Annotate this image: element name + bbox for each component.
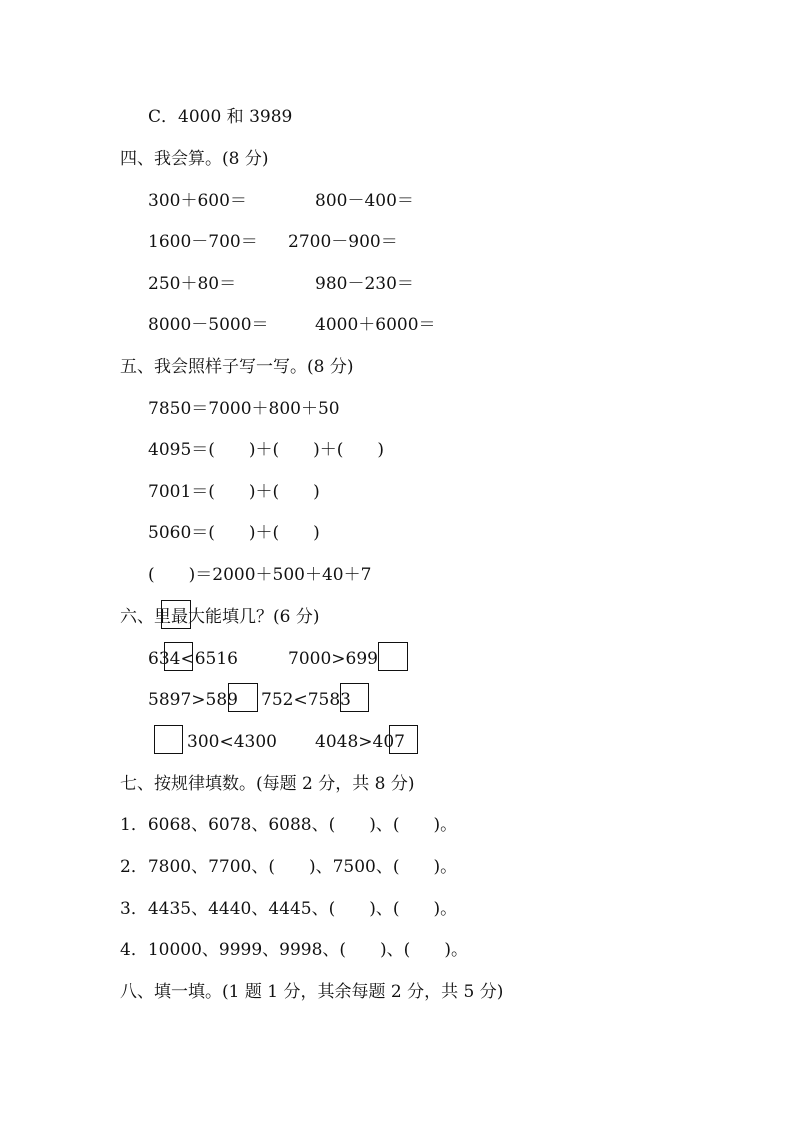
section-5-title: 五、我会照样子写一写。(8 分) bbox=[120, 357, 354, 377]
sequence-item: 3．4435、4440、4445、( )、( )。 bbox=[120, 899, 458, 919]
decomposition-item: 5060＝( )＋( ) bbox=[148, 523, 320, 543]
sequence-item: 1．6068、6078、6088、( )、( )。 bbox=[120, 815, 458, 835]
compare-item: 7000>699 bbox=[288, 649, 378, 669]
decomposition-item: 7001＝( )＋( ) bbox=[148, 482, 320, 502]
calc-item: 8000－5000＝ bbox=[148, 315, 269, 335]
section-7-title: 七、按规律填数。(每题 2 分，共 8 分) bbox=[120, 774, 415, 794]
answer-box bbox=[389, 725, 418, 754]
calc-item: 4000＋6000＝ bbox=[315, 315, 436, 335]
answer-box bbox=[340, 683, 369, 712]
sequence-item: 2．7800、7700、( )、7500、( )。 bbox=[120, 857, 458, 877]
section-4-title: 四、我会算。(8 分) bbox=[120, 149, 269, 169]
decomposition-item: ( )＝2000＋500＋40＋7 bbox=[148, 565, 372, 585]
answer-box bbox=[378, 642, 408, 671]
compare-item: 5897>589 bbox=[148, 690, 238, 710]
answer-box bbox=[164, 642, 193, 671]
calc-item: 2700－900＝ bbox=[288, 232, 398, 252]
compare-item: 634<6516 bbox=[148, 649, 238, 669]
answer-box bbox=[154, 725, 183, 754]
section-6-title: 六、里最大能填几？(6 分) bbox=[120, 607, 320, 627]
answer-box bbox=[161, 600, 191, 629]
option-c: C．4000 和 3989 bbox=[148, 107, 293, 127]
compare-item: 300<4300 bbox=[187, 732, 277, 752]
compare-item: 752<7583 bbox=[261, 690, 351, 710]
answer-box bbox=[228, 683, 258, 712]
compare-item: 4048>407 bbox=[315, 732, 405, 752]
section-8-title: 八、填一填。(1 题 1 分，其余每题 2 分，共 5 分) bbox=[120, 982, 504, 1002]
calc-item: 980－230＝ bbox=[315, 274, 414, 294]
calc-item: 250＋80＝ bbox=[148, 274, 237, 294]
calc-item: 300＋600＝ bbox=[148, 191, 247, 211]
calc-item: 1600－700＝ bbox=[148, 232, 258, 252]
decomposition-item: 4095＝( )＋( )＋( ) bbox=[148, 440, 385, 460]
sequence-item: 4．10000、9999、9998、( )、( )。 bbox=[120, 940, 468, 960]
calc-item: 800－400＝ bbox=[315, 191, 414, 211]
decomposition-example: 7850＝7000＋800＋50 bbox=[148, 399, 340, 419]
